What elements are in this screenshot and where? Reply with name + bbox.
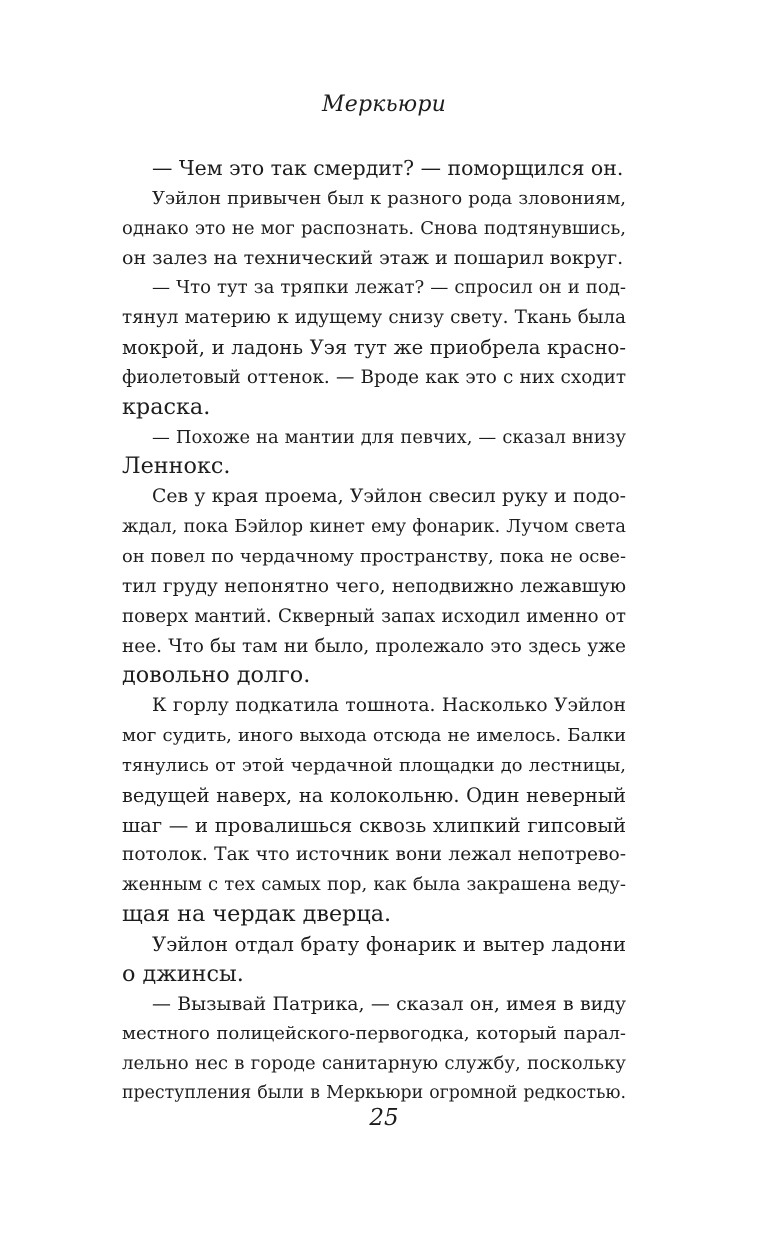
text-line: о джинсы. — [122, 960, 244, 987]
text-line: краска. — [122, 393, 211, 420]
text-line: поверх мантий. Скверный запах исходил именно от — [122, 605, 626, 627]
text-line: — Похоже на мантии для певчих, — сказал внизу — [152, 426, 626, 448]
text-line: нее. Что бы там ни было, пролежало это здесь уже — [122, 635, 626, 657]
text-line: местного полицейского-первогодка, который парал- — [122, 1023, 626, 1045]
text-line: лельно нес в городе санитарную службу, поскольку — [122, 1053, 626, 1075]
text-line: мог судить, иного выхода отсюда не имелось. Балки — [122, 725, 626, 747]
text-line: тянул материю к идущему снизу свету. Ткань была — [122, 307, 626, 329]
text-line: мокрой, и ладонь Уэя тут же приобрела красно- — [122, 336, 626, 360]
text-line: довольно долго. — [122, 662, 311, 689]
text-line: шаг — и провалишься сквозь хлипкий гипсовый — [122, 813, 626, 837]
text-line: преступления были в Меркьюри огромной редкостью. — [122, 1083, 626, 1104]
text-line: потолок. Так что источник вони лежал непотрево- — [122, 844, 626, 866]
text-line: — Вызывай Патрика, — сказал он, имея в виду — [152, 992, 626, 1015]
text-line: щая на чердак дверца. — [122, 901, 392, 928]
text-line: К горлу подкатила тошнота. Насколько Уэйлон — [152, 695, 626, 717]
text-line: женным с тех самых пор, как была закрашена веду- — [122, 874, 626, 896]
text-line: Уэйлон привычен был к разного рода зловониям, — [152, 187, 626, 209]
text-line: фиолетовый оттенок. — Вроде как это с них сходит — [122, 366, 626, 388]
text-line: Леннокс. — [122, 453, 231, 480]
text-line: Сев у края проема, Уэйлон свесил руку и подо- — [152, 486, 626, 508]
page-number: 25 — [369, 1105, 399, 1131]
body-text — [122, 154, 626, 1109]
running-head: Меркьюри — [322, 92, 446, 117]
text-line: — Чем это так смердит? — поморщился он. — [152, 156, 624, 180]
text-line: тянулись от этой чердачной площадки до лестницы, — [122, 754, 626, 776]
text-line: он повел по чердачному пространству, пока не осве- — [122, 545, 626, 567]
text-line: однако это не мог распознать. Снова подтянувшись, — [122, 217, 626, 239]
text-line: ждал, пока Бэйлор кинет ему фонарик. Лучом света — [122, 516, 626, 538]
text-line: — Что тут за тряпки лежат? — спросил он и под- — [152, 277, 626, 299]
text-line: Уэйлон отдал брату фонарик и вытер ладони — [152, 932, 626, 956]
text-line: он залез на технический этаж и пошарил вокруг. — [122, 246, 624, 269]
text-line: тил груду непонятно чего, неподвижно лежавшую — [122, 575, 626, 597]
text-line: ведущей наверх, на колокольню. Один неверный — [122, 783, 626, 807]
